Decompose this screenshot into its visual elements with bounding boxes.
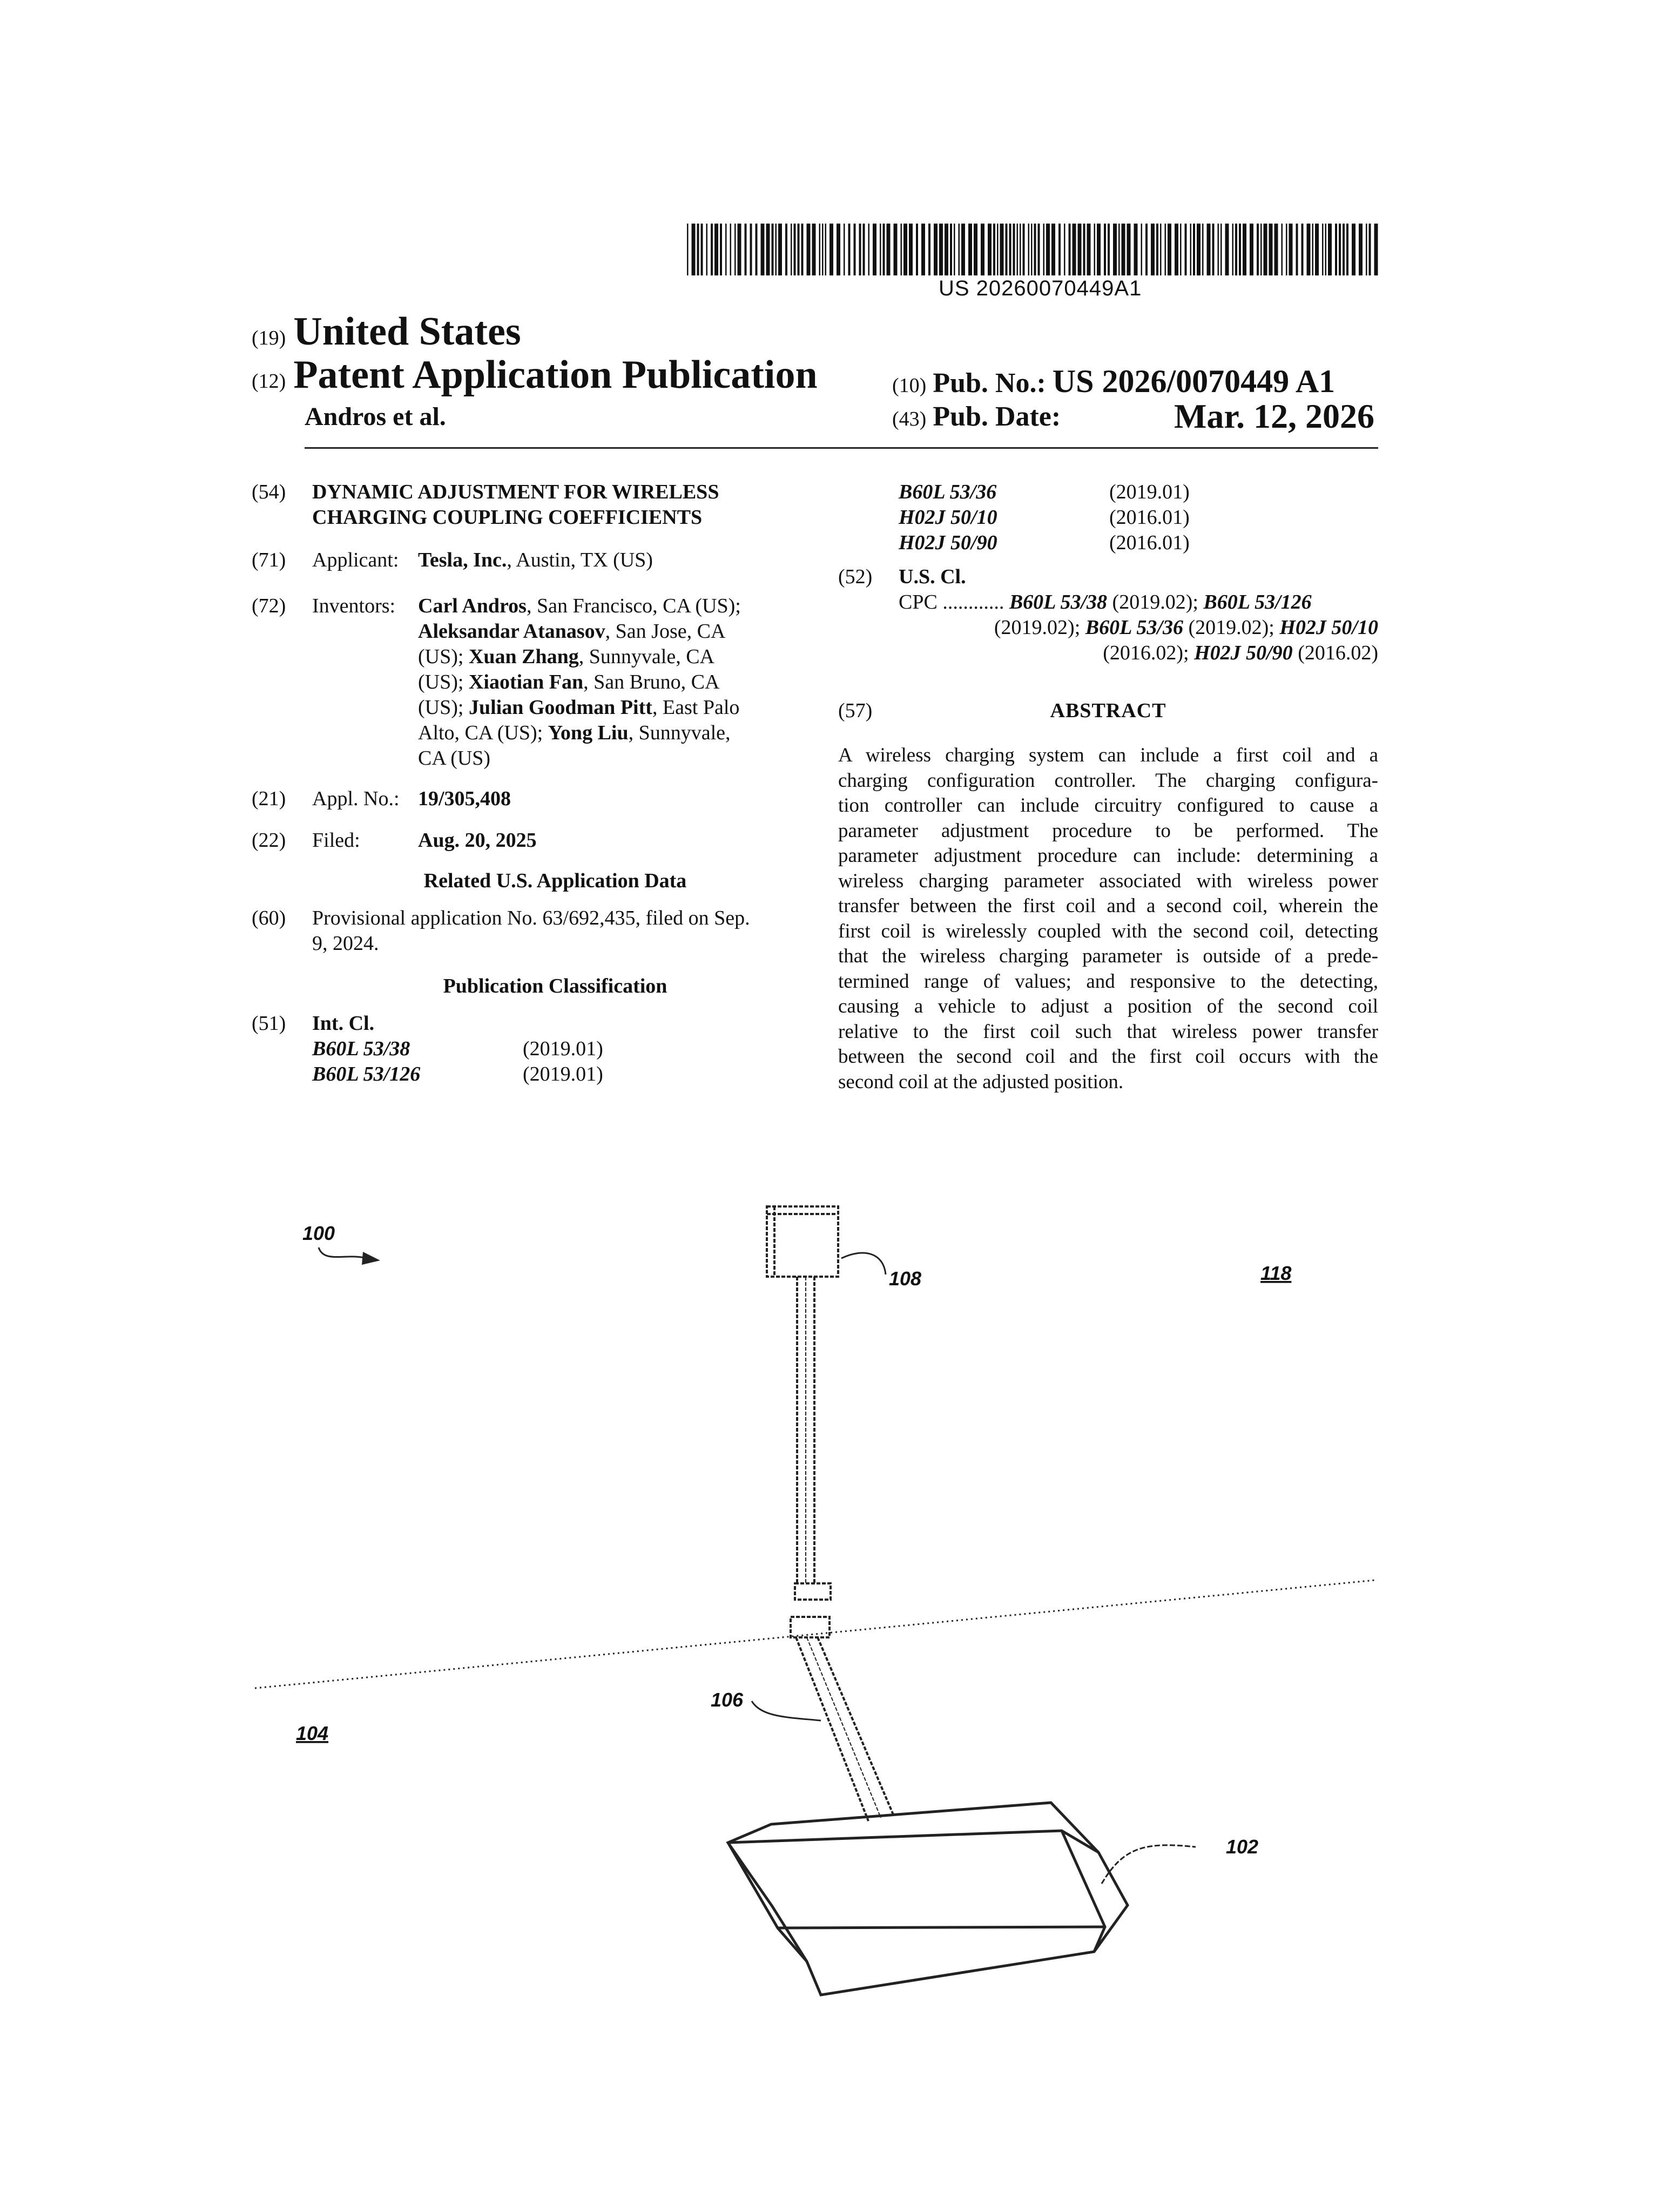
barcode-bar bbox=[1315, 224, 1319, 275]
cable bbox=[796, 1637, 893, 1821]
inventor-short: Andros et al. bbox=[305, 402, 446, 431]
related-heading: Related U.S. Application Data bbox=[423, 869, 687, 892]
barcode-bar bbox=[934, 224, 938, 275]
barcode-bar bbox=[1328, 224, 1332, 275]
left-column bbox=[252, 480, 798, 1087]
barcode-bar bbox=[1243, 224, 1246, 275]
barcode-bar bbox=[1269, 224, 1273, 275]
appl-no-field bbox=[252, 786, 798, 812]
cpc-line: (2019.02); B60L 53/36 (2019.02); H02J 50/10 bbox=[994, 616, 1378, 639]
barcode-bar bbox=[1108, 224, 1110, 275]
barcode-bar bbox=[1322, 224, 1324, 275]
abstract-code: (57) bbox=[838, 699, 873, 722]
label-108: 108 bbox=[889, 1267, 922, 1290]
barcode-bar bbox=[1264, 224, 1267, 275]
barcode-graphic bbox=[687, 224, 1378, 275]
barcode-bar bbox=[1185, 224, 1187, 275]
barcode-bar bbox=[798, 224, 800, 275]
barcode-bar bbox=[1058, 224, 1061, 275]
leader-106 bbox=[752, 1701, 821, 1721]
filed-field bbox=[252, 828, 798, 853]
barcode-bar bbox=[692, 224, 696, 275]
pub-no-label: Pub. No.: bbox=[933, 368, 1046, 399]
barcode-bar bbox=[756, 224, 758, 275]
abstract-line: termined range of values; and responsive to the detecting, bbox=[838, 970, 1378, 993]
intcl-item: B60L 53/38 (2019.01) bbox=[312, 1037, 603, 1060]
appl-label: Appl. No.: bbox=[312, 787, 400, 810]
barcode-bar bbox=[1235, 224, 1237, 275]
barcode-bar bbox=[974, 224, 977, 275]
leader-100 bbox=[319, 1247, 367, 1258]
label-100: 100 bbox=[302, 1222, 335, 1244]
barcode-bar bbox=[830, 224, 833, 275]
pub-date-label: Pub. Date: bbox=[933, 401, 1061, 432]
barcode-bar bbox=[1028, 224, 1030, 275]
barcode-bar bbox=[1017, 224, 1019, 275]
barcode-bar bbox=[868, 224, 870, 275]
barcode-bar bbox=[1156, 224, 1158, 275]
barcode-bar bbox=[761, 224, 765, 275]
barcode-bar bbox=[1051, 224, 1055, 275]
barcode-bar bbox=[1207, 224, 1211, 275]
barcode-bar bbox=[961, 224, 965, 275]
applicant-field bbox=[252, 548, 798, 573]
barcode-bar bbox=[730, 224, 732, 275]
barcode-bar bbox=[1160, 224, 1162, 275]
barcode-bar bbox=[1013, 224, 1015, 275]
barcode-bar bbox=[1193, 224, 1195, 275]
barcode-bar bbox=[701, 224, 703, 275]
pub-date-code: (43) bbox=[892, 408, 927, 430]
pub-number: US 2026/0070449 A1 bbox=[1052, 363, 1336, 399]
label-118: 118 bbox=[1260, 1262, 1292, 1284]
abstract-line: that the wireless charging parameter is outside of a prede- bbox=[838, 945, 1378, 967]
pub-date: Mar. 12, 2026 bbox=[1174, 397, 1374, 435]
country: United States bbox=[293, 309, 521, 354]
barcode-bar bbox=[1078, 224, 1082, 275]
abstract-line: relative to the first coil such that wireless power transfer bbox=[838, 1020, 1378, 1043]
filed-code: (22) bbox=[252, 829, 286, 852]
applicant-location: , Austin, TX (US) bbox=[507, 549, 653, 571]
barcode-bar bbox=[1343, 224, 1345, 275]
barcode-bar bbox=[1006, 224, 1008, 275]
barcode-bar bbox=[993, 224, 995, 275]
barcode-bar bbox=[1168, 224, 1171, 275]
barcode-bar bbox=[687, 224, 689, 275]
cpc-label: CPC bbox=[899, 591, 938, 613]
barcode-bar bbox=[1369, 224, 1371, 275]
barcode-bar bbox=[720, 224, 722, 275]
right-column bbox=[838, 480, 1378, 1095]
barcode-bar bbox=[1165, 224, 1166, 275]
intcl-item: H02J 50/90 (2016.01) bbox=[899, 531, 1190, 554]
abstract-line: parameter adjustment procedure can include: determining a bbox=[838, 845, 1378, 867]
barcode-bar bbox=[873, 224, 876, 275]
barcode-bar bbox=[1083, 224, 1085, 275]
charging-unit-box bbox=[767, 1206, 838, 1277]
abstract-body bbox=[838, 743, 1378, 1095]
barcode-bar bbox=[825, 224, 827, 275]
barcode-bar bbox=[1274, 224, 1278, 275]
label-106: 106 bbox=[711, 1689, 744, 1711]
barcode-bar bbox=[1212, 224, 1215, 275]
barcode-bar bbox=[791, 224, 792, 275]
barcode-bar bbox=[1104, 224, 1106, 275]
inventors-list bbox=[418, 594, 796, 771]
barcode-bar bbox=[928, 224, 930, 275]
leader-100-arrow bbox=[362, 1252, 380, 1265]
barcode-bar bbox=[988, 224, 992, 275]
barcode-bar bbox=[1069, 224, 1071, 275]
barcode-bar bbox=[939, 224, 943, 275]
barcode-bar bbox=[1312, 224, 1314, 275]
barcode-bar bbox=[1220, 224, 1222, 275]
inventor-line: Alto, CA (US); Yong Liu, Sunnyvale, bbox=[418, 721, 731, 744]
barcode-bar bbox=[1260, 224, 1262, 275]
barcode-bar bbox=[1301, 224, 1304, 275]
prov-line: Provisional application No. 63/692,435, filed on Sep. bbox=[312, 907, 750, 929]
title-line: DYNAMIC ADJUSTMENT FOR WIRELESS bbox=[312, 481, 719, 503]
barcode-bar bbox=[1335, 224, 1337, 275]
filed-date: Aug. 20, 2025 bbox=[418, 829, 537, 852]
barcode-bar bbox=[959, 224, 960, 275]
abstract-line: tion controller can include circuitry configured to cause a bbox=[838, 794, 1378, 817]
barcode-bar bbox=[894, 224, 898, 275]
barcode-bar bbox=[1239, 224, 1241, 275]
type-code: (12) bbox=[252, 370, 286, 393]
barcode-bar bbox=[1064, 224, 1065, 275]
intcl-list bbox=[312, 1011, 603, 1087]
barcode-bar bbox=[1257, 224, 1259, 275]
inventors-label: Inventors: bbox=[312, 595, 396, 617]
barcode-bar bbox=[1190, 224, 1192, 275]
pub-date-line bbox=[892, 401, 1061, 433]
inventor-line: (US); Julian Goodman Pitt, East Palo bbox=[418, 696, 740, 719]
leader-108 bbox=[841, 1253, 886, 1274]
barcode-bar bbox=[745, 224, 747, 275]
barcode-bar bbox=[711, 224, 713, 275]
barcode-bar bbox=[697, 224, 699, 275]
title-code: (54) bbox=[252, 481, 286, 503]
barcode-bar bbox=[1073, 224, 1076, 275]
barcode-bar bbox=[1043, 224, 1045, 275]
prov-line: 9, 2024. bbox=[312, 932, 379, 955]
intcl-label: Int. Cl. bbox=[312, 1012, 375, 1035]
ground-plane-line bbox=[255, 1580, 1375, 1688]
barcode-bar bbox=[921, 224, 925, 275]
barcode-bar bbox=[837, 224, 840, 275]
barcode-bar bbox=[883, 224, 885, 275]
barcode-bar bbox=[1250, 224, 1253, 275]
barcode-bar bbox=[1034, 224, 1036, 275]
barcode bbox=[687, 224, 1378, 275]
barcode-bar bbox=[1134, 224, 1138, 275]
barcode-bar bbox=[844, 224, 845, 275]
filed-label: Filed: bbox=[312, 829, 360, 852]
barcode-bar bbox=[794, 224, 796, 275]
inventors-code: (72) bbox=[252, 595, 286, 617]
barcode-bar bbox=[1151, 224, 1155, 275]
barcode-bar bbox=[1282, 224, 1283, 275]
header-country bbox=[252, 309, 521, 355]
pub-class-heading: Publication Classification bbox=[443, 975, 667, 997]
header-rule bbox=[305, 447, 1378, 449]
barcode-bar bbox=[1346, 224, 1348, 275]
barcode-bar bbox=[1175, 224, 1178, 275]
uscl-code: (52) bbox=[838, 565, 873, 588]
abstract-line: A wireless charging system can include a first coil and a bbox=[838, 744, 1378, 766]
barcode-bar bbox=[854, 224, 856, 275]
barcode-bar bbox=[859, 224, 861, 275]
barcode-bar bbox=[1145, 224, 1148, 275]
inventor-line: CA (US) bbox=[418, 747, 491, 770]
barcode-bar bbox=[775, 224, 777, 275]
barcode-bar bbox=[1097, 224, 1101, 275]
country-code: (19) bbox=[252, 327, 286, 349]
barcode-bar bbox=[772, 224, 774, 275]
header-type bbox=[252, 352, 818, 398]
barcode-bar bbox=[714, 224, 718, 275]
barcode-bar bbox=[981, 224, 984, 275]
inventors-field bbox=[252, 594, 798, 771]
barcode-bar bbox=[807, 224, 811, 275]
title-field bbox=[252, 480, 798, 530]
cpc-block bbox=[838, 590, 1378, 666]
barcode-bar bbox=[734, 224, 736, 275]
intcl-item: B60L 53/126 (2019.01) bbox=[312, 1063, 603, 1085]
barcode-bar bbox=[1307, 224, 1311, 275]
barcode-bar bbox=[1232, 224, 1234, 275]
leader-102 bbox=[1102, 1845, 1196, 1884]
uscl-label: U.S. Cl. bbox=[899, 565, 966, 588]
barcode-bar bbox=[1352, 224, 1355, 275]
barcode-bar bbox=[1122, 224, 1125, 275]
inventor-line: Aleksandar Atanasov, San Jose, CA bbox=[418, 620, 726, 643]
title bbox=[312, 480, 719, 530]
provisional-text bbox=[312, 906, 750, 956]
barcode-bar bbox=[997, 224, 999, 275]
barcode-bar bbox=[1020, 224, 1021, 275]
abstract-line: between the second coil and the first coil occurs with the bbox=[838, 1046, 1378, 1068]
barcode-bar bbox=[750, 224, 752, 275]
barcode-bar bbox=[1023, 224, 1025, 275]
barcode-bar bbox=[1094, 224, 1096, 275]
barcode-bar bbox=[1197, 224, 1201, 275]
abstract-line: first coil is wirelessly coupled with the second coil, detecting bbox=[838, 920, 1378, 942]
title-line: CHARGING COUPLING COEFFICIENTS bbox=[312, 506, 703, 529]
barcode-bar bbox=[1127, 224, 1131, 275]
barcode-bar bbox=[1225, 224, 1229, 275]
label-104: 104 bbox=[296, 1722, 329, 1744]
intcl-item: H02J 50/10 (2016.01) bbox=[899, 506, 1190, 529]
cpc-line: CPC ............ B60L 53/38 (2019.02); B60L 53/126 bbox=[899, 591, 1312, 613]
barcode-bar bbox=[1113, 224, 1117, 275]
applicant-name: Tesla, Inc. bbox=[418, 549, 507, 571]
barcode-bar bbox=[812, 224, 816, 275]
barcode-bar bbox=[916, 224, 918, 275]
barcode-bar bbox=[1118, 224, 1120, 275]
pub-no-code: (10) bbox=[892, 374, 927, 397]
barcode-bar bbox=[954, 224, 955, 275]
applicant-code: (71) bbox=[252, 549, 286, 571]
pole bbox=[791, 1277, 831, 1637]
barcode-bar bbox=[1325, 224, 1327, 275]
barcode-bar bbox=[766, 224, 770, 275]
abstract-line: charging configuration controller. The charging configura- bbox=[838, 769, 1378, 792]
barcode-bar bbox=[901, 224, 902, 275]
barcode-bar bbox=[1359, 224, 1363, 275]
barcode-bar bbox=[945, 224, 948, 275]
barcode-bar bbox=[1087, 224, 1091, 275]
barcode-bar bbox=[1286, 224, 1287, 275]
barcode-bar bbox=[706, 224, 708, 275]
barcode-bar bbox=[1031, 224, 1033, 275]
intcl-continued bbox=[838, 480, 1378, 556]
barcode-bar bbox=[848, 224, 851, 275]
uscl-field bbox=[838, 564, 1378, 590]
inventor-line: Carl Andros, San Francisco, CA (US); bbox=[418, 595, 741, 617]
prov-code: (60) bbox=[252, 907, 286, 929]
barcode-bar bbox=[738, 224, 741, 275]
appl-code: (21) bbox=[252, 787, 286, 810]
pub-number-line bbox=[892, 363, 1335, 400]
barcode-bar bbox=[1289, 224, 1293, 275]
barcode-bar bbox=[1366, 224, 1367, 275]
abstract-heading-row bbox=[838, 698, 1378, 724]
charging-pad bbox=[728, 1803, 1128, 1995]
barcode-bar bbox=[1202, 224, 1204, 275]
barcode-bar bbox=[880, 224, 881, 275]
barcode-bar bbox=[801, 224, 804, 275]
barcode-bar bbox=[950, 224, 952, 275]
inventor-line: (US); Xuan Zhang, Sunnyvale, CA bbox=[418, 645, 714, 668]
barcode-bar bbox=[1038, 224, 1040, 275]
barcode-bar bbox=[863, 224, 865, 275]
barcode-bar bbox=[1339, 224, 1341, 275]
intcl-code: (51) bbox=[252, 1012, 286, 1035]
barcode-bar bbox=[1218, 224, 1219, 275]
abstract-heading: ABSTRACT bbox=[1050, 699, 1166, 722]
barcode-bar bbox=[819, 224, 821, 275]
publication-type: Patent Application Publication bbox=[293, 353, 818, 397]
barcode-bar bbox=[1000, 224, 1004, 275]
barcode-bar bbox=[903, 224, 907, 275]
barcode-bar bbox=[1141, 224, 1143, 275]
inventor-line: (US); Xiaotian Fan, San Bruno, CA bbox=[418, 671, 720, 693]
barcode-bar bbox=[822, 224, 824, 275]
barcode-bar bbox=[778, 224, 782, 275]
abstract-line: parameter adjustment procedure to be performed. The bbox=[838, 819, 1378, 842]
intcl-field bbox=[252, 1011, 798, 1087]
abstract-line: wireless charging parameter associated with wireless power bbox=[838, 869, 1378, 892]
barcode-bar bbox=[1180, 224, 1182, 275]
barcode-bar bbox=[785, 224, 787, 275]
barcode-number: US 20260070449A1 bbox=[939, 276, 1142, 300]
abstract-line: transfer between the first coil and a second coil, wherein the bbox=[838, 895, 1378, 917]
patent-figure bbox=[0, 1161, 1659, 2160]
cpc-dots: ............ bbox=[942, 591, 1004, 613]
barcode-bar bbox=[1374, 224, 1378, 275]
abstract-line: second coil at the adjusted position. bbox=[838, 1070, 1124, 1093]
barcode-bar bbox=[725, 224, 727, 275]
barcode-bar bbox=[909, 224, 913, 275]
provisional-field bbox=[252, 906, 798, 956]
appl-number: 19/305,408 bbox=[418, 787, 511, 810]
applicant-value bbox=[418, 548, 653, 573]
barcode-bar bbox=[968, 224, 972, 275]
cpc-line: (2016.02); H02J 50/90 (2016.02) bbox=[1103, 642, 1378, 664]
barcode-bar bbox=[1046, 224, 1050, 275]
label-102: 102 bbox=[1226, 1836, 1259, 1858]
barcode-bar bbox=[1009, 224, 1011, 275]
barcode-bar bbox=[887, 224, 891, 275]
applicant-label: Applicant: bbox=[312, 549, 399, 571]
abstract-line: causing a vehicle to adjust a position of the second coil bbox=[838, 995, 1378, 1017]
intcl-item: B60L 53/36 (2019.01) bbox=[899, 481, 1190, 503]
barcode-bar bbox=[1296, 224, 1298, 275]
